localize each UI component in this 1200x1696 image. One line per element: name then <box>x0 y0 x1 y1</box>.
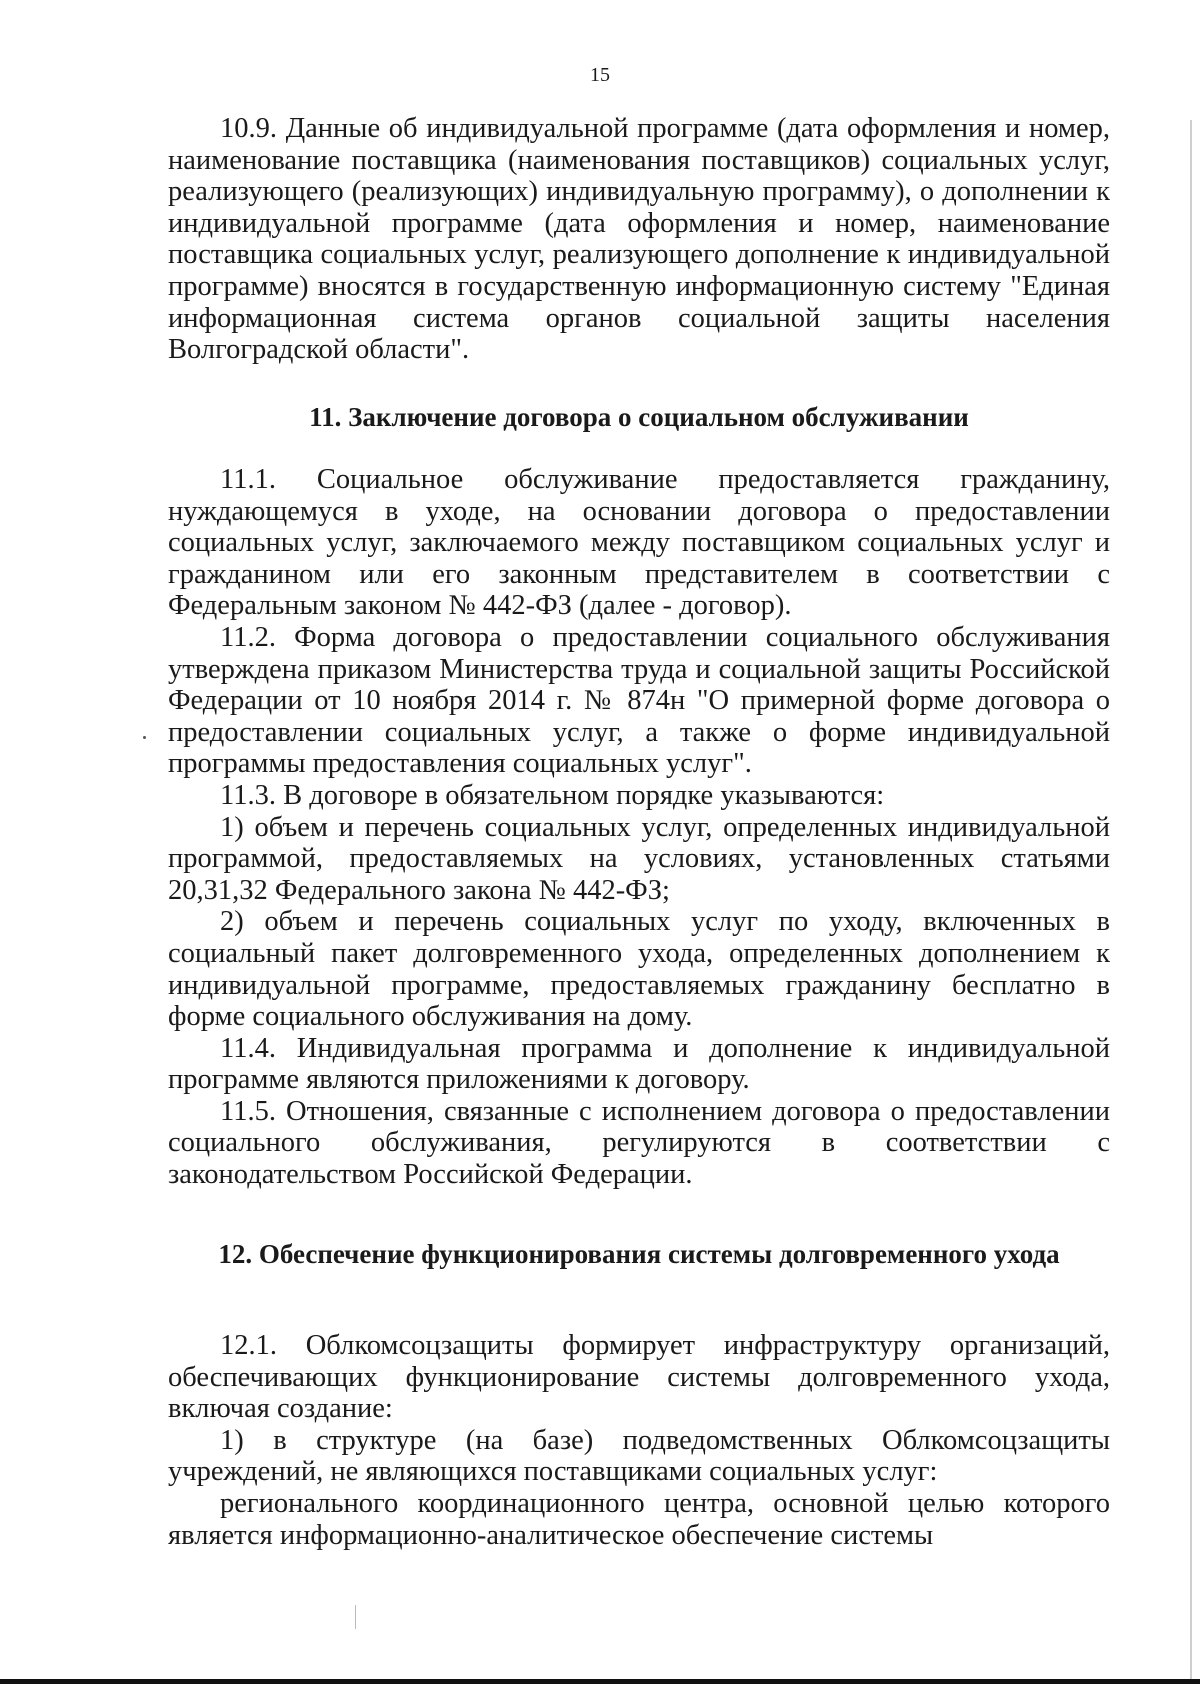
section-11-heading: 11. Заключение договора о социальном обслуживании <box>309 402 969 432</box>
paragraph-12-1-item-1: 1) в структуре (на базе) подведомственных Облкомсоцзащиты учреждений, не являющихся поставщиками социальных услуг: <box>168 1424 1110 1488</box>
paragraph-11-3-item-1: 1) объем и перечень социальных услуг, определенных индивидуальной программой, предоставляемых на условиях, установленных статьями 20,31,32 Федерального закона № 442-ФЗ; <box>168 811 1110 906</box>
paragraph-11-5: 11.5. Отношения, связанные с исполнением договора о предоставлении социального обслуживания, регулируются в соответствии с законодательством Российской Федерации. <box>168 1095 1110 1191</box>
section-12-body <box>168 1330 1110 1551</box>
section-11-body <box>168 464 1110 1191</box>
paragraph-block-10-9 <box>168 113 1110 366</box>
scan-edge-line <box>1190 120 1192 1680</box>
scan-mark <box>355 1605 356 1629</box>
scan-speck <box>143 736 146 739</box>
paragraph-12-1-item-1-cont: регионального координационного центра, основной целью которого является информационно-аналитическое обеспечение системы <box>168 1487 1110 1551</box>
scan-bottom-border <box>0 1679 1200 1684</box>
paragraph-11-3-item-2: 2) объем и перечень социальных услуг по уходу, включенных в социальный пакет долговременного ухода, определенных дополнением к индивидуальной программе, предоставляемых гражданину бесплатно в форме социального обслуживания на дому. <box>168 906 1110 1033</box>
paragraph-12-1: 12.1. Облкомсоцзащиты формирует инфраструктуру организаций, обеспечивающих функционирование системы долговременного ухода, включая создание: <box>168 1330 1110 1425</box>
paragraph-11-1: 11.1. Социальное обслуживание предоставляется гражданину, нуждающемуся в уходе, на основании договора о предоставлении социальных услуг, заключаемого между поставщиком социальных услуг и гражданином или его законным представителем в соответствии с Федеральным законом № 442-ФЗ (далее - договор). <box>168 464 1110 622</box>
page-number: 15 <box>590 64 610 86</box>
paragraph-11-4: 11.4. Индивидуальная программа и дополнение к индивидуальной программе являются приложениями к договору. <box>168 1032 1110 1096</box>
paragraph-10-9: 10.9. Данные об индивидуальной программе (дата оформления и номер, наименование поставщика (наименования поставщиков) социальных услуг, реализующего (реализующих) индивидуальную программу), о дополнении к индивидуальной программе (дата оформления и номер, наименование поставщика социальных услуг, реализующего дополнение к индивидуальной программе) вносятся в государственную информационную систему "Единая информационная система органов социальной защиты населения Волгоградской области". <box>168 113 1110 366</box>
section-12-heading: 12. Обеспечение функционирования системы долговременного ухода <box>218 1239 1060 1269</box>
paragraph-11-3: 11.3. В договоре в обязательном порядке указываются: <box>220 779 885 811</box>
paragraph-11-2: 11.2. Форма договора о предоставлении социального обслуживания утверждена приказом Министерства труда и социальной защиты Российской Федерации от 10 ноября 2014 г. № 874н "О примерной форме договора о предоставлении социальных услуг, а также о форме индивидуальной программы предоставления социальных услуг". <box>168 621 1110 780</box>
